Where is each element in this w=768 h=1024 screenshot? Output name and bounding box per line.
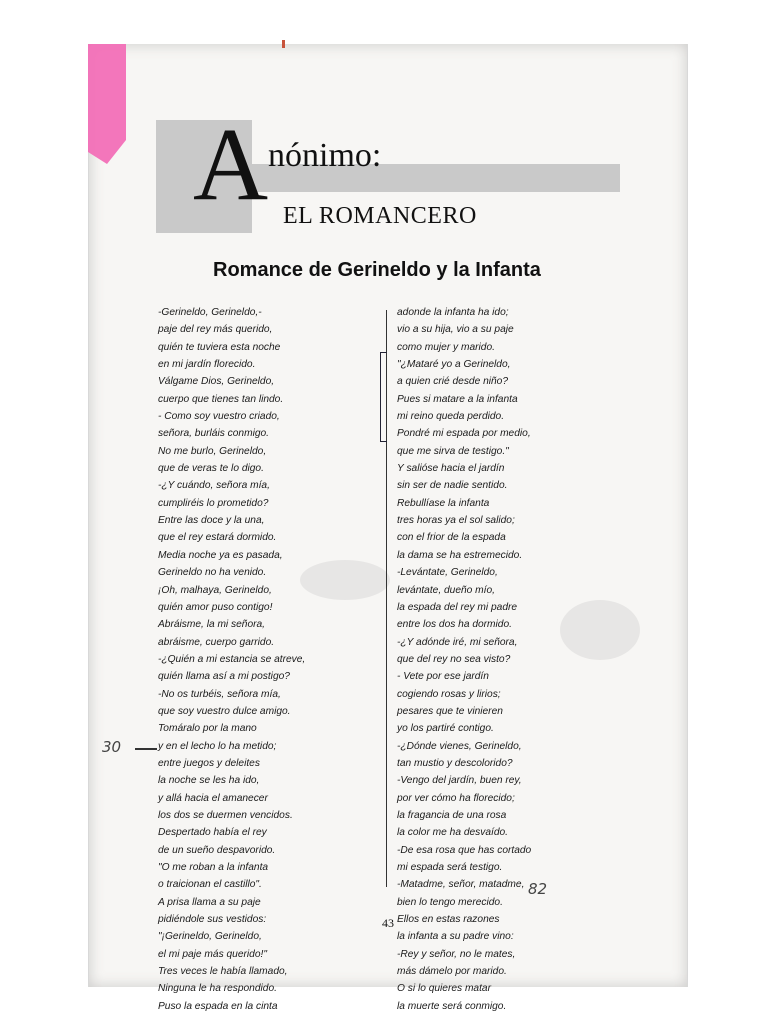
poem-line: "¡Gerineldo, Gerineldo, <box>158 931 262 943</box>
poem-line: tres horas ya el sol salido; <box>397 515 515 527</box>
poem-line: Pues si matare a la infanta <box>397 393 518 405</box>
poem-line: Pondré mi espada por medio, <box>397 428 531 440</box>
poem-line: y allá hacia el amanecer <box>158 792 268 804</box>
poem-title: Romance de Gerineldo y la Infanta <box>213 259 541 281</box>
poem-line: -Gerineldo, Gerineldo,- <box>158 307 262 318</box>
poem-line: bien lo tengo merecido. <box>397 896 503 908</box>
poem-line: Media noche ya es pasada, <box>158 549 283 561</box>
margin-pencil-line <box>135 748 157 750</box>
poem-line: la muerte será conmigo. <box>397 1000 507 1012</box>
poem-line: Tomáralo por la mano <box>158 723 257 735</box>
poem-line: cuerpo que tienes tan lindo. <box>158 393 284 405</box>
poem-line: por ver cómo ha florecido; <box>397 792 515 804</box>
poem-line: Gerineldo no ha venido. <box>158 567 267 579</box>
poem-line: la fragancia de una rosa <box>397 809 507 821</box>
margin-handwritten-number: 30 <box>102 738 122 756</box>
poem-line: a quien crié desde niño? <box>397 376 509 388</box>
drop-cap-letter: A <box>193 107 269 222</box>
poem-line: -¿Quién a mi estancia se atreve, <box>158 653 306 665</box>
poem-line: adonde la infanta ha ido; <box>397 307 509 318</box>
poem-line: sin ser de nadie sentido. <box>397 480 508 492</box>
poem-line: tan mustio y descolorido? <box>397 757 513 769</box>
poem-line: Entre las doce y la una, <box>158 515 265 527</box>
poem-line: más dámelo por marido. <box>397 966 507 978</box>
poem-line: de un sueño despavorido. <box>158 844 276 856</box>
poem-line: paje del rey más querido, <box>158 324 273 336</box>
poem-line: Puso la espada en la cinta <box>158 1000 278 1012</box>
poem-line: -¿Dónde vienes, Gerineldo, <box>397 740 522 752</box>
poem-line: No me burlo, Gerineldo, <box>158 445 267 457</box>
poem-line: O si lo quieres matar <box>397 983 491 995</box>
poem-line: abráisme, cuerpo garrido. <box>158 636 275 648</box>
poem-line: que de veras te lo digo. <box>158 463 264 475</box>
poem-line: entre juegos y deleites <box>158 757 260 769</box>
poem-line: quién amor puso contigo! <box>158 601 273 613</box>
poem-line: Tres veces le había llamado, <box>158 966 288 978</box>
poem-line: -Rey y señor, no le mates, <box>397 948 516 960</box>
corner-handwritten-number: 82 <box>528 880 548 898</box>
poem-line: y en el lecho lo ha metido; <box>158 740 277 752</box>
poem-line: la noche se les ha ido, <box>158 775 260 787</box>
poem-line: Ellos en estas razones <box>397 914 500 926</box>
poem-line: -¿Y cuándo, señora mía, <box>158 480 270 492</box>
poem-line: en mi jardín florecido. <box>158 359 256 371</box>
poem-line: -Matadme, señor, matadme, <box>397 879 525 891</box>
poem-right-column <box>397 304 531 1015</box>
poem-line: entre los dos ha dormido. <box>397 619 512 631</box>
poem-line: -Vengo del jardín, buen rey, <box>397 775 522 787</box>
poem-line: -No os turbéis, señora mía, <box>158 688 281 700</box>
poem-line: la color me ha desvaído. <box>397 827 508 839</box>
poem-line: mi espada será testigo. <box>397 862 503 873</box>
poem-line: Válgame Dios, Gerineldo, <box>158 376 275 388</box>
poem-line: "¿Mataré yo a Gerineldo, <box>397 359 511 371</box>
poem-line: Ninguna le ha respondido. <box>158 983 277 995</box>
poem-line: Abráisme, la mi señora, <box>158 619 266 631</box>
poem-line: la dama se ha estremecido. <box>397 549 523 561</box>
poem-line: como mujer y marido. <box>397 341 495 353</box>
poem-line: cumpliréis lo prometido? <box>158 497 269 509</box>
red-edge-mark <box>282 40 285 48</box>
page-heading: nónimo: <box>268 137 382 174</box>
page-number: 43 <box>382 916 394 930</box>
poem-line: yo los partiré contigo. <box>397 723 494 735</box>
poem-line: levántate, dueño mío, <box>397 584 495 596</box>
poem-line: quién llama así a mi postigo? <box>158 671 290 683</box>
poem-line: que me sirva de testigo." <box>397 445 509 457</box>
poem-line: quién te tuviera esta noche <box>158 341 281 353</box>
poem-line: -Levántate, Gerineldo, <box>397 567 498 579</box>
poem-line: - Como soy vuestro criado, <box>158 411 280 423</box>
poem-line: que soy vuestro dulce amigo. <box>158 705 291 717</box>
pencil-bracket-annotation <box>380 352 387 442</box>
poem-line: - Vete por ese jardín <box>397 671 489 683</box>
page-smudge <box>300 560 390 600</box>
poem-line: Despertado había el rey <box>158 827 267 839</box>
poem-line: con el frior de la espada <box>397 532 506 544</box>
poem-line: vio a su hija, vio a su paje <box>397 324 514 336</box>
poem-line: ¡Oh, malhaya, Gerineldo, <box>158 584 272 596</box>
page-smudge <box>560 600 640 660</box>
poem-line: que el rey estará dormido. <box>158 532 277 544</box>
poem-line: pidiéndole sus vestidos: <box>158 914 267 926</box>
poem-line: -¿Y adónde iré, mi señora, <box>397 636 518 648</box>
poem-line: señora, burláis conmigo. <box>158 428 269 440</box>
poem-line: o traicionan el castillo". <box>158 879 262 891</box>
poem-line: que del rey no sea visto? <box>397 653 511 665</box>
poem-line: "O me roban a la infanta <box>158 862 269 873</box>
poem-line: cogiendo rosas y lirios; <box>397 688 501 700</box>
poem-line: la espada del rey mi padre <box>397 601 518 613</box>
poem-line: pesares que te vinieren <box>397 705 503 717</box>
poem-line: A prisa llama a su paje <box>158 896 261 908</box>
section-subtitle: EL ROMANCERO <box>283 203 477 229</box>
poem-line: los dos se duermen vencidos. <box>158 809 293 821</box>
poem-left-column <box>158 304 305 1015</box>
poem-line: la infanta a su padre vino: <box>397 931 514 943</box>
poem-line: Y salióse hacia el jardín <box>397 463 505 475</box>
pink-page-tab <box>88 44 126 164</box>
poem-line: mi reino queda perdido. <box>397 411 505 423</box>
poem-line: -De esa rosa que has cortado <box>397 844 532 856</box>
poem-line: Rebullíase la infanta <box>397 497 490 509</box>
poem-line: el mi paje más querido!" <box>158 948 267 960</box>
